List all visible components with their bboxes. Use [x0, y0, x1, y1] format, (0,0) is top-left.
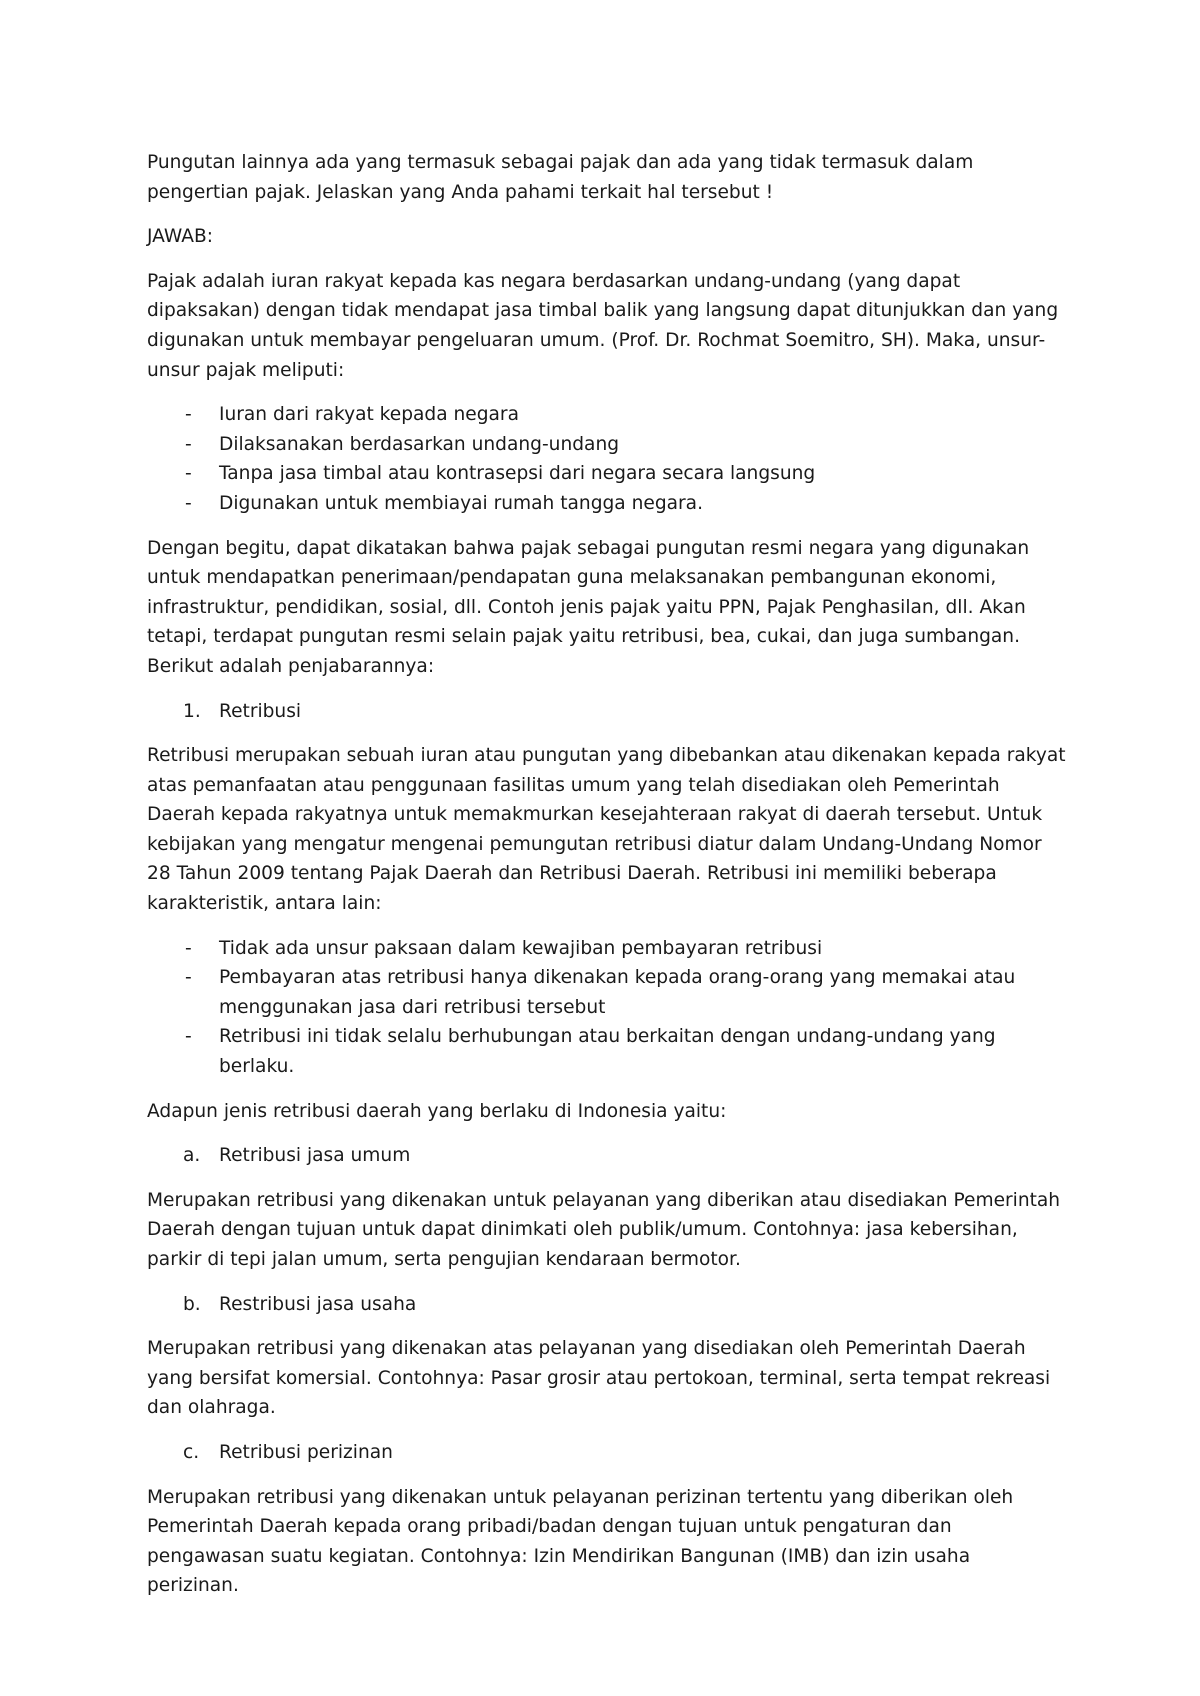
type-c-paragraph: Merupakan retribusi yang dikenakan untuk pelayanan perizinan tertentu yang diberikan oleh Pemerintah Daerah kepada orang pribadi/badan dengan tujuan untuk pengaturan dan pengawasan suatu kegiatan. Contohnya: Izin Mendirikan Bangunan (IMB) dan izin usaha perizinan. — [147, 1486, 1014, 1597]
types-intro: Adapun jenis retribusi daerah yang berlaku di Indonesia yaitu: — [147, 1100, 727, 1122]
question-paragraph: Pungutan lainnya ada yang termasuk sebagai pajak dan ada yang tidak termasuk dalam pengertian pajak. Jelaskan yang Anda pahami terkait hal tersebut ! — [147, 152, 974, 203]
bullet-dash: - — [185, 404, 192, 426]
retribusi-characteristics-list — [147, 934, 1067, 1082]
item-title: Retribusi perizinan — [219, 1441, 393, 1463]
type-a-heading — [147, 1141, 1067, 1171]
list-item — [147, 430, 1067, 460]
section-number: 1. — [183, 700, 201, 722]
definition-paragraph: Pajak adalah iuran rakyat kepada kas negara berdasarkan undang-undang (yang dapat dipaksakan) dengan tidak mendapat jasa timbal balik yang langsung dapat ditunjukkan dan yang digunakan untuk membayar pengeluaran umum. (Prof. Dr. Rochmat Soemitro, SH). Maka, unsur-unsur pajak meliputi: — [147, 270, 1059, 381]
item-title: Restribusi jasa usaha — [219, 1293, 417, 1315]
list-item — [147, 489, 1067, 519]
lettered-item — [147, 1438, 1067, 1468]
type-c-heading — [147, 1438, 1067, 1468]
bullet-dash: - — [185, 937, 192, 959]
list-item — [147, 1022, 1067, 1081]
item-letter: c. — [183, 1441, 200, 1463]
list-item-text: Retribusi ini tidak selalu berhubungan atau berkaitan dengan undang-undang yang berlaku. — [219, 1026, 996, 1078]
item-letter: b. — [183, 1293, 201, 1315]
section-1-heading — [147, 697, 1067, 727]
answer-heading: JAWAB: — [147, 226, 213, 248]
list-item-text: Digunakan untuk membiayai rumah tangga negara. — [219, 492, 703, 514]
list-item — [147, 934, 1067, 964]
bullet-dash: - — [185, 433, 192, 455]
numbered-item — [147, 697, 1067, 727]
list-item — [147, 459, 1067, 489]
list-item-text: Tanpa jasa timbal atau kontrasepsi dari negara secara langsung — [219, 463, 816, 485]
item-title: Retribusi jasa umum — [219, 1145, 411, 1167]
list-item-text: Dilaksanakan berdasarkan undang-undang — [219, 433, 620, 455]
list-item — [147, 400, 1067, 430]
lettered-item — [147, 1141, 1067, 1171]
tax-elements-list — [147, 400, 1067, 518]
item-letter: a. — [183, 1145, 201, 1167]
bullet-dash: - — [185, 492, 192, 514]
list-item-text: Pembayaran atas retribusi hanya dikenakan kepada orang-orang yang memakai atau menggunakan jasa dari retribusi tersebut — [219, 967, 1016, 1018]
bullet-dash: - — [185, 1026, 192, 1048]
bullet-dash: - — [185, 463, 192, 485]
summary-paragraph: Dengan begitu, dapat dikatakan bahwa pajak sebagai pungutan resmi negara yang digunakan untuk mendapatkan penerimaan/pendapatan guna melaksanakan pembangunan ekonomi, infrastruktur, pendidikan, sosial, dll. Contoh jenis pajak yaitu PPN, Pajak Penghasilan, dll. Akan tetapi, terdapat pungutan resmi selain pajak yaitu retribusi, bea, cukai, dan juga sumbangan. Berikut adalah penjabarannya: — [147, 537, 1030, 677]
document-body — [147, 148, 1067, 1616]
bullet-dash: - — [185, 967, 192, 989]
list-item-text: Iuran dari rakyat kepada negara — [219, 404, 519, 426]
type-b-paragraph: Merupakan retribusi yang dikenakan atas pelayanan yang disediakan oleh Pemerintah Daerah yang bersifat komersial. Contohnya: Pasar grosir atau pertokoan, terminal, serta tempat rekreasi dan olahraga. — [147, 1338, 1051, 1419]
lettered-item — [147, 1290, 1067, 1320]
retribusi-paragraph: Retribusi merupakan sebuah iuran atau pungutan yang dibebankan atau dikenakan kepada rakyat atas pemanfaatan atau penggunaan fasilitas umum yang telah disediakan oleh Pemerintah Daerah kepada rakyatnya untuk memakmurkan kesejahteraan rakyat di daerah tersebut. Untuk kebijakan yang mengatur mengenai pemungutan retribusi diatur dalam Undang-Undang Nomor 28 Tahun 2009 tentang Pajak Daerah dan Retribusi Daerah. Retribusi ini memiliki beberapa karakteristik, antara lain: — [147, 745, 1066, 915]
list-item-text: Tidak ada unsur paksaan dalam kewajiban pembayaran retribusi — [219, 937, 823, 959]
type-b-heading — [147, 1290, 1067, 1320]
type-a-paragraph: Merupakan retribusi yang dikenakan untuk pelayanan yang diberikan atau disediakan Pemerintah Daerah dengan tujuan untuk dapat dinimkati oleh publik/umum. Contohnya: jasa kebersihan, parkir di tepi jalan umum, serta pengujian kendaraan bermotor. — [147, 1189, 1061, 1270]
section-title: Retribusi — [219, 700, 302, 722]
list-item — [147, 963, 1067, 1022]
